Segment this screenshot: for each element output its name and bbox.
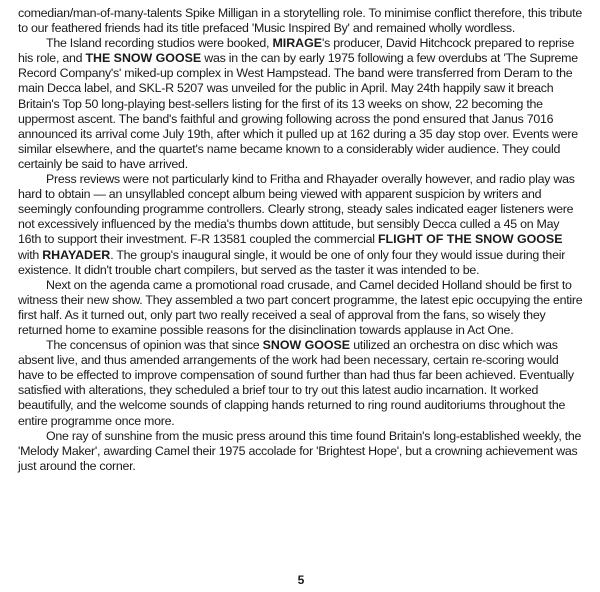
paragraph-text: comedian/man-of-many-talents Spike Milligan in a storytelling role. To minimise conflict therefore, this tribute to our feathered friends had its title prefaced 'Music Inspired By' and remained wholly wordless. (18, 6, 583, 36)
paragraph-text: was in the can by early 1975 following a few overdubs at 'The Supreme Record Company's' miked-up complex in West Hampstead. The band were transferred from Deram to the main Decca label, and SKL-R 5207 was unveiled for the public in April. May 24th happily saw it breach Britain's Top 50 long-playing best-sellers listing for the first of its 13 weeks on show, 22 becoming the uppermost ascent. The band's faithful and growing following across the pond ensured that Janus 7016 announced its arrival come July 19th, after which it pulled up at 162 during a 35 day stop over. Events were similar elsewhere, and the quartet's name became known to a considerably wider audience. They could certainly be said to have arrived. (18, 51, 578, 171)
paragraph-intro (18, 6, 584, 36)
paragraph-text: Press reviews were not particularly kind to Fritha and Rhayader overally however, and radio play was hard to obtain — an unsyllabled concept album being viewed with apparent suspicion by writers and seemingly confounding programme controllers. Clearly strong, steady sales indicated eager listeners were not excessively influenced by the media's thumbs down attitude, but sensibly Decca culled a 45 on May 16th to support their investment. F-R 13581 coupled the commercial (18, 172, 575, 247)
paragraph-text: with (18, 247, 43, 262)
paragraph-text: utilized an orchestra on disc which was absent live, and thus amended arrangements of the work had been necessary, certain re-scoring would have to be effected to improve compensation of sound further than had thus far been achieved. Eventually satisfied with alterations, they scheduled a brief tour to try out this latest audio incarnation. It worked beautifully, and the welcome sounds of clapping hands returned to ring round auditoriums throughout the entire programme once more. (18, 338, 574, 428)
single-title-flight: FLIGHT OF THE SNOW GOOSE (377, 232, 563, 247)
paragraph-concensus (18, 338, 584, 429)
paragraph-recording (18, 36, 584, 172)
single-title-rhayader: RHAYADER (42, 247, 111, 262)
paragraph-text: . The group's inaugural single, it would be one of only four they would issue during their existence. It didn't trouble chart compilers, but served as the taster it was intended to be. (18, 247, 566, 277)
album-title-snow-goose: THE SNOW GOOSE (85, 51, 202, 66)
page-number: 5 (297, 573, 305, 587)
paragraph-road-crusade (18, 278, 584, 338)
paragraph-press-reviews (18, 172, 584, 278)
paragraph-text: Next on the agenda came a promotional road crusade, and Camel decided Holland should be first to witness their new show. They assembled a two part concert programme, the latest epic occupying the entire first half. As it turned out, only part two really received a seal of approval from the fans, so wisely they returned home to examine possible reasons for the disinclination towards applause in Act One. (18, 277, 583, 337)
body-text (18, 6, 584, 474)
paragraph-text: The concensus of opinion was that since (46, 338, 263, 353)
paragraph-text: 's producer, David Hitchcock prepared to reprise his role, and (18, 36, 575, 66)
album-title-snow-goose: SNOW GOOSE (262, 338, 351, 353)
paragraph-text: The Island recording studios were booked, (46, 36, 273, 51)
paragraph-melody-maker (18, 429, 584, 474)
album-title-mirage: MIRAGE (272, 36, 323, 51)
paragraph-text: One ray of sunshine from the music press around this time found Britain's long-established weekly, the 'Melody Maker', awarding Camel their 1975 accolade for 'Brightest Hope', but a crowning achievement was just around the corner. (18, 428, 582, 473)
document-page (18, 6, 584, 592)
